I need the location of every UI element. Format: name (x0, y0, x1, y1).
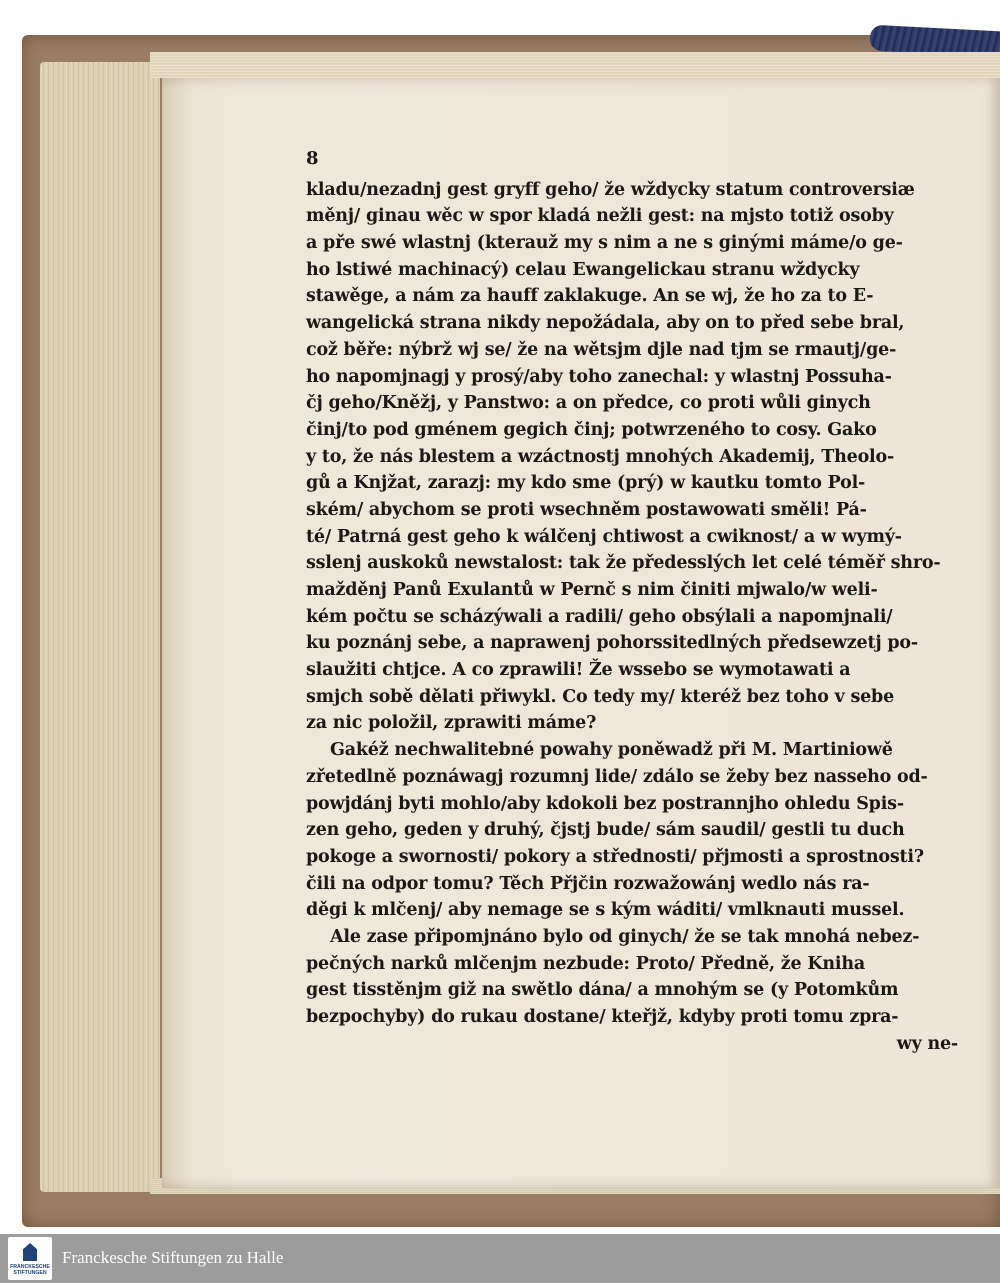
catchword: wy ne- (896, 1033, 958, 1054)
text-line: wangelická strana nikdy nepožádala, aby on to před sebe bral, (306, 313, 905, 334)
text-line: té/ Patrná gest geho k wálčenj chtiwost a cwiknost/ a w wymý- (306, 526, 902, 547)
text-line: a pře swé wlastnj (kterauž my s nim a ne s ginými máme/o ge- (306, 233, 903, 254)
text-line: smjch sobě dělati přiwykl. Co tedy my/ kteréž bez toho v sebe (306, 686, 895, 707)
text-line: Ale zase připomjnáno bylo od ginych/ že se tak mnohá nebez- (330, 926, 920, 947)
text-line: za nic položil, zprawiti máme? (306, 713, 597, 734)
text-line: pokoge a swornosti/ pokory a střednosti/ přjmosti a sprostnosti? (306, 846, 924, 867)
building-icon (23, 1243, 37, 1261)
text-line: zen geho, geden y druhý, čjstj bude/ sám saudil/ gestli tu duch (306, 820, 905, 841)
text-line: slaužiti chtjce. A co zprawili! Že wssebo se wymotawati a (306, 660, 851, 681)
logo-text-line2: STIFTUNGEN (13, 1270, 47, 1276)
logo-text-line1: FRANCKESCHE (10, 1264, 50, 1270)
institution-logo[interactable] (8, 1237, 52, 1280)
text-line: sslenj auskoků newstalost: tak že předesslých let celé téměř shro- (306, 553, 941, 574)
text-line: powjdánj byti mohlo/aby kdokoli bez postrannjho ohledu Spis- (306, 793, 904, 814)
text-line: kladu/nezadnj gest gryff geho/ že wždycky statum controversiæ (306, 179, 915, 200)
page-text (306, 150, 958, 1057)
logo-text (8, 1264, 52, 1276)
footer-bar (0, 1234, 1000, 1283)
text-line: y to, že nás blestem a wzáctnostj mnohých Akademij, Theolo- (306, 446, 895, 467)
text-line: gest tisstěnjm giž na swětlo dána/ a mnohým se (y Potomkům (306, 980, 899, 1001)
text-line: což běře: nýbrž wj se/ že na wětsjm djle nad tjm se rmautj/ge- (306, 339, 897, 360)
text-line: ho lstiwé machinacý) celau Ewangelickau stranu wždycky (306, 259, 860, 280)
text-line: kém počtu se scházýwali a radili/ geho obsýlali a napomjnali/ (306, 606, 893, 627)
text-line: měnj/ ginau wěc w spor kladá nežli gest: na mjsto totiž osoby (306, 206, 894, 227)
text-line: ku poznánj sebe, a naprawenj pohorssitedlných předsewzetj po- (306, 633, 918, 654)
page-number: 8 (306, 148, 319, 169)
text-line: bezpochyby) do rukau dostane/ kteřjž, kdyby proti tomu zpra- (306, 1007, 899, 1027)
text-line: ském/ abychom se proti wsechněm postawowati směli! Pá- (306, 499, 867, 520)
text-line: ho napomjnagj y prosý/aby toho zanechal: y wlastnj Possuha- (306, 366, 892, 387)
text-line: děgi k mlčenj/ aby nemage se s kým wáditi/ vmlknauti mussel. (306, 900, 905, 921)
page-edges-left (40, 62, 160, 1192)
text-line: stawěge, a nám za hauff zaklakuge. An se wj, že ho za to E- (306, 286, 874, 307)
text-line: gů a Knjžat, zarazj: my kdo sme (prý) w kautku tomto Pol- (306, 473, 866, 494)
page-edges-top (150, 52, 1000, 78)
text-line: čili na odpor tomu? Těch Přjčin rozwažowánj wedlo nás ra- (306, 873, 870, 894)
text-line: mažděnj Panů Exulantů w Pernč s nim činiti mjwalo/w weli- (306, 580, 878, 600)
text-line: čj geho/Kněžj, y Panstwo: a on předce, co proti wůli ginych (306, 393, 871, 414)
text-line: zřetedlně poznáwagj rozumnj lide/ zdálo se žeby bez nasseho od- (306, 766, 928, 787)
text-line: Gakéž nechwalitebné powahy poněwadž při M. Martiniowě (330, 740, 893, 761)
text-line: činj/to pod gménem gegich činj; potwrzeného to cosy. Gako (306, 419, 877, 440)
text-line: pečných narků mlčenjm nezbude: Proto/ Předně, že Kniha (306, 953, 866, 974)
institution-name: Franckesche Stiftungen zu Halle (62, 1248, 284, 1267)
